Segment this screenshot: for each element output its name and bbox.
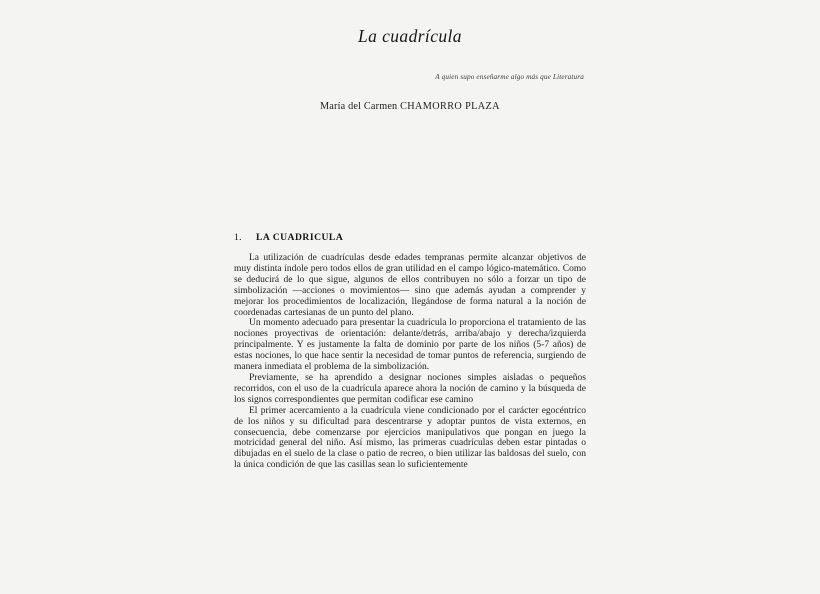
paragraph: La utilización de cuadrículas desde edades tempranas permite alcanzar objetivos de muy distinta índole pero todos ellos de gran utilidad en el campo lógico-matemático. Como se deducirá de lo que sigue, algunos de ellos contribuyen no sólo a forzar un tipo de simbolización —acciones o movimientos— sino que además ayudan a comprender y mejorar los procedimientos de localización, llegándose de forma natural a la noción de coordenadas cartesianas de un punto del plano. — [234, 253, 586, 318]
author-surname: CHAMORRO PLAZA — [400, 101, 500, 112]
paragraph: Previamente, se ha aprendido a designar nociones simples aisladas o pequeños recorridos, con el uso de la cuadrícula aparece ahora la noción de camino y la búsqueda de los signos correspondientes que permitan codificar ese camino — [234, 372, 586, 405]
section-number: 1. — [234, 232, 242, 243]
author-given-name: María del Carmen — [320, 101, 401, 112]
page-title: La cuadrícula — [358, 26, 462, 46]
section-title: LA CUADRICULA — [256, 232, 344, 243]
dedication-line: A quien supo enseñarme algo más que Literatura — [435, 73, 584, 81]
paragraph: El primer acercamiento a la cuadrícula viene condicionado por el carácter egocéntrico de los niños y su dificultad para descentrarse y adoptar puntos de vista externos, en consecuencia, debe comenzarse por ejercicios manipulativos que pongan en juego la motricidad general del niño. Así mismo, las primeras cuadrículas deben estar pintadas o dibujadas en el suelo de la clase o patio de recreo, o bien utilizar las baldosas del suelo, con la única condición de que las casillas sean lo suficientemente — [234, 405, 586, 471]
author-byline — [234, 101, 586, 112]
page-content-column — [234, 0, 586, 471]
body-text — [234, 253, 586, 471]
title-block — [234, 0, 586, 112]
section-heading — [234, 232, 586, 243]
paragraph: Un momento adecuado para presentar la cuadrícula lo proporciona el tratamiento de las nociones proyectivas de orientación: delante/detrás, arriba/abajo y derecha/izquierda principalmente. Y es justamente la falta de dominio por parte de los niños (5-7 años) de estas nociones, lo que hace sentir la necesidad de tomar puntos de referencia, surgiendo de manera inmediata el problema de la simbolización. — [234, 318, 586, 373]
